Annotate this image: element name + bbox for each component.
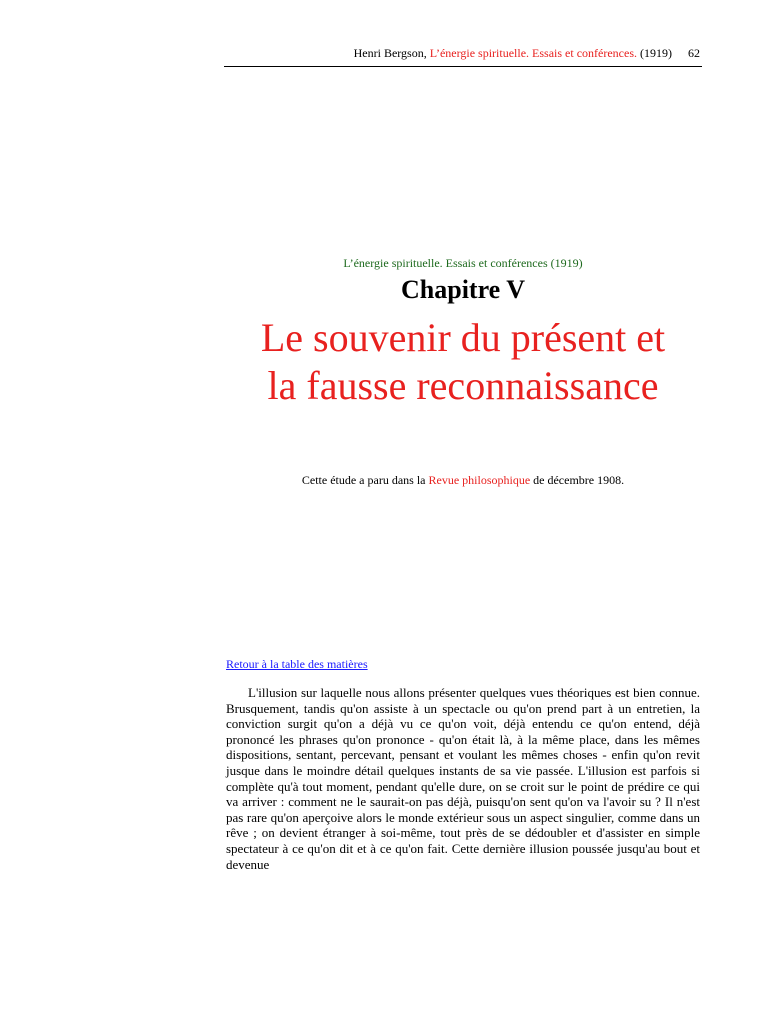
header-author: Henri Bergson,: [353, 46, 430, 60]
publication-note: [226, 472, 700, 488]
header-book-title: L’énergie spirituelle. Essais et conférences.: [429, 46, 637, 60]
page-number: 62: [688, 46, 700, 60]
header-year: (1919): [640, 46, 672, 60]
publication-note-before: Cette étude a paru dans la: [301, 473, 429, 487]
chapter-title-line-1: Le souvenir du présent et: [260, 315, 666, 360]
journal-name: Revue philosophique: [428, 473, 531, 487]
chapter-title-line-2: la fausse reconnaissance: [267, 363, 659, 408]
back-to-contents-link[interactable]: Retour à la table des matières: [226, 657, 368, 671]
body-paragraph: L'illusion sur laquelle nous allons présenter quelques vues théoriques est bien connue. Brusquement, tandis qu'on assiste à un spectacle ou qu'on prend part à un entretien, la conviction surgit qu'on a déjà vu ce qu'on voit, déjà entendu ce qu'on entend, déjà prononcé les phrases qu'on prononce - qu'on était là, à la même place, dans les mêmes dispositions, sentant, percevant, pensant et voulant les mêmes choses - enfin qu'on revit jusque dans le moindre détail quelques instants de sa vie passée. L'illusion est parfois si complète qu'à tout moment, pendant qu'elle dure, on se croit sur le point de prédire ce qui va arriver : comment ne le saurait-on pas déjà, puisqu'on sent qu'on va l'avoir su ? Il n'est pas rare qu'on aperçoive alors le monde extérieur sous un aspect singulier, comme dans un rêve ; on devient étranger à soi-même, tout près de se dédoubler et d'assister en simple spectateur à ce qu'on dit et à ce qu'on fait. Cette dernière illusion poussée jusqu'au bout et devenue: [226, 685, 700, 872]
header-divider: [224, 66, 702, 67]
chapter-supertitle: L’énergie spirituelle. Essais et conférences (1919): [343, 256, 583, 270]
chapter-label: Chapitre V: [401, 275, 525, 304]
publication-note-after: de décembre 1908.: [530, 473, 625, 487]
chapter-title: [212, 314, 714, 410]
running-header: [226, 45, 700, 61]
